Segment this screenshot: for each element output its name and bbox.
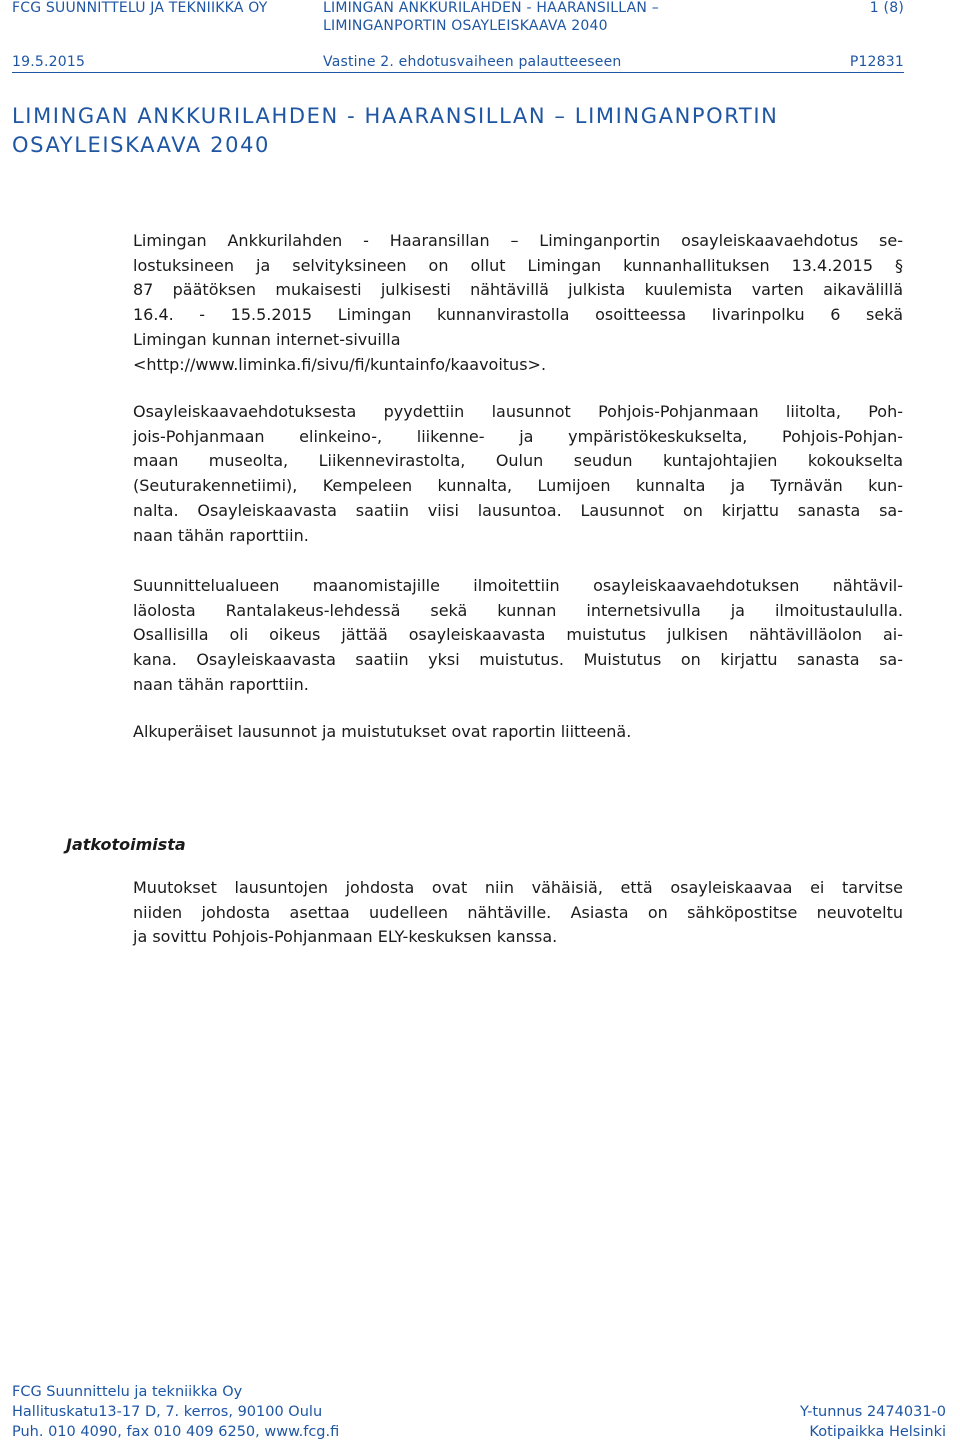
header-date: 19.5.2015 (12, 54, 86, 70)
paragraph-line: maan museolta, Liikennevirastolta, Oulun seudun kuntajohtajien kokoukselta (133, 451, 903, 471)
header-doc-title-line1: LIMINGAN ANKKURILAHDEN - HAARANSILLAN – (323, 0, 659, 16)
paragraph-line: (Seuturakennetiimi), Kempeleen kunnalta, Lumijoen kunnalta ja Tyrnävän kun- (133, 476, 903, 496)
footer-domicile: Kotipaikka Helsinki (809, 1424, 946, 1440)
header-company: FCG SUUNNITTELU JA TEKNIIKKA OY (12, 0, 268, 16)
paragraph-link-line: <http://www.liminka.fi/sivu/fi/kuntainfo/kaavoitus>. (133, 354, 547, 374)
paragraph-line: Osallisilla oli oikeus jättää osayleiskaavasta muistutus julkisen nähtävilläolon ai- (133, 625, 903, 645)
paragraph-statements (133, 400, 903, 548)
paragraph-further-action (133, 876, 903, 950)
paragraph-line: jois-Pohjanmaan elinkeino-, liikenne- ja ympäristökeskukselta, Pohjois-Pohjan- (133, 426, 903, 446)
footer-right (800, 1402, 946, 1442)
paragraph-line: 87 päätöksen mukaisesti julkisesti nähtävillä julkista kuulemista varten aikavälillä (133, 280, 903, 300)
paragraph-line: Osayleiskaavaehdotuksesta pyydettiin lausunnot Pohjois-Pohjanmaan liitolta, Poh- (133, 402, 903, 421)
paragraph-line: naan tähän raporttiin. (133, 525, 309, 545)
paragraph-line: Muutokset lausuntojen johdosta ovat niin vähäisiä, että osayleiskaavaa ei tarvitse (133, 878, 903, 897)
footer-business-id: Y-tunnus 2474031-0 (799, 1404, 946, 1420)
header-project-code: P12831 (849, 54, 904, 70)
header-subtitle: Vastine 2. ehdotusvaiheen palautteeseen (323, 54, 622, 70)
section-heading: Jatkotoimista (66, 835, 186, 854)
header-page-number: 1 (8) (869, 0, 904, 16)
paragraph-line: Limingan kunnan internet-sivuilla (133, 329, 401, 349)
footer-address: Hallituskatu13-17 D, 7. kerros, 90100 Oulu (12, 1404, 323, 1420)
paragraph-line: kana. Osayleiskaavasta saatiin yksi muistutus. Muistutus on kirjattu sanasta sa- (133, 650, 903, 670)
footer-left (12, 1382, 339, 1442)
footer-contact: Puh. 010 4090, fax 010 409 6250, www.fcg.fi (12, 1424, 340, 1440)
footer-company: FCG Suunnittelu ja tekniikka Oy (12, 1384, 243, 1400)
paragraph-landowners (133, 574, 903, 698)
paragraph-line: Suunnittelualueen maanomistajille ilmoitettiin osayleiskaavaehdotuksen nähtävil- (133, 576, 903, 595)
header-divider (12, 72, 904, 73)
paragraph-line: Alkuperäiset lausunnot ja muistutukset ovat raportin liitteenä. (133, 722, 632, 741)
main-title-line1: LIMINGAN ANKKURILAHDEN - HAARANSILLAN – LIMINGANPORTIN (12, 104, 779, 128)
paragraph-line: nalta. Osayleiskaavasta saatiin viisi lausuntoa. Lausunnot on kirjattu sanasta sa- (133, 500, 903, 520)
main-title-line2: OSAYLEISKAAVA 2040 (12, 133, 270, 157)
paragraph-line: läolosta Rantalakeus-lehdessä sekä kunnan internetsivulla ja ilmoitustaululla. (133, 600, 903, 620)
paragraph-line: Limingan Ankkurilahden - Haaransillan – Liminganportin osayleiskaavaehdotus se- (133, 231, 903, 250)
paragraph-line: ja sovittu Pohjois-Pohjanmaan ELY-keskuksen kanssa. (133, 927, 558, 947)
paragraph-line: lostuksineen ja selvityksineen on ollut Limingan kunnanhallituksen 13.4.2015 § (133, 255, 903, 275)
paragraph-appendix-note (133, 720, 903, 745)
paragraph-line: niiden johdosta asettaa uudelleen nähtäville. Asiasta on sähköpostitse neuvoteltu (133, 902, 903, 922)
header-doc-title-line2: LIMINGANPORTIN OSAYLEISKAAVA 2040 (323, 18, 608, 34)
paragraph-line: 16.4. - 15.5.2015 Limingan kunnanvirastolla osoitteessa Iivarinpolku 6 sekä (133, 305, 903, 325)
paragraph-line: naan tähän raporttiin. (133, 674, 309, 694)
paragraph-public-display (133, 229, 903, 377)
